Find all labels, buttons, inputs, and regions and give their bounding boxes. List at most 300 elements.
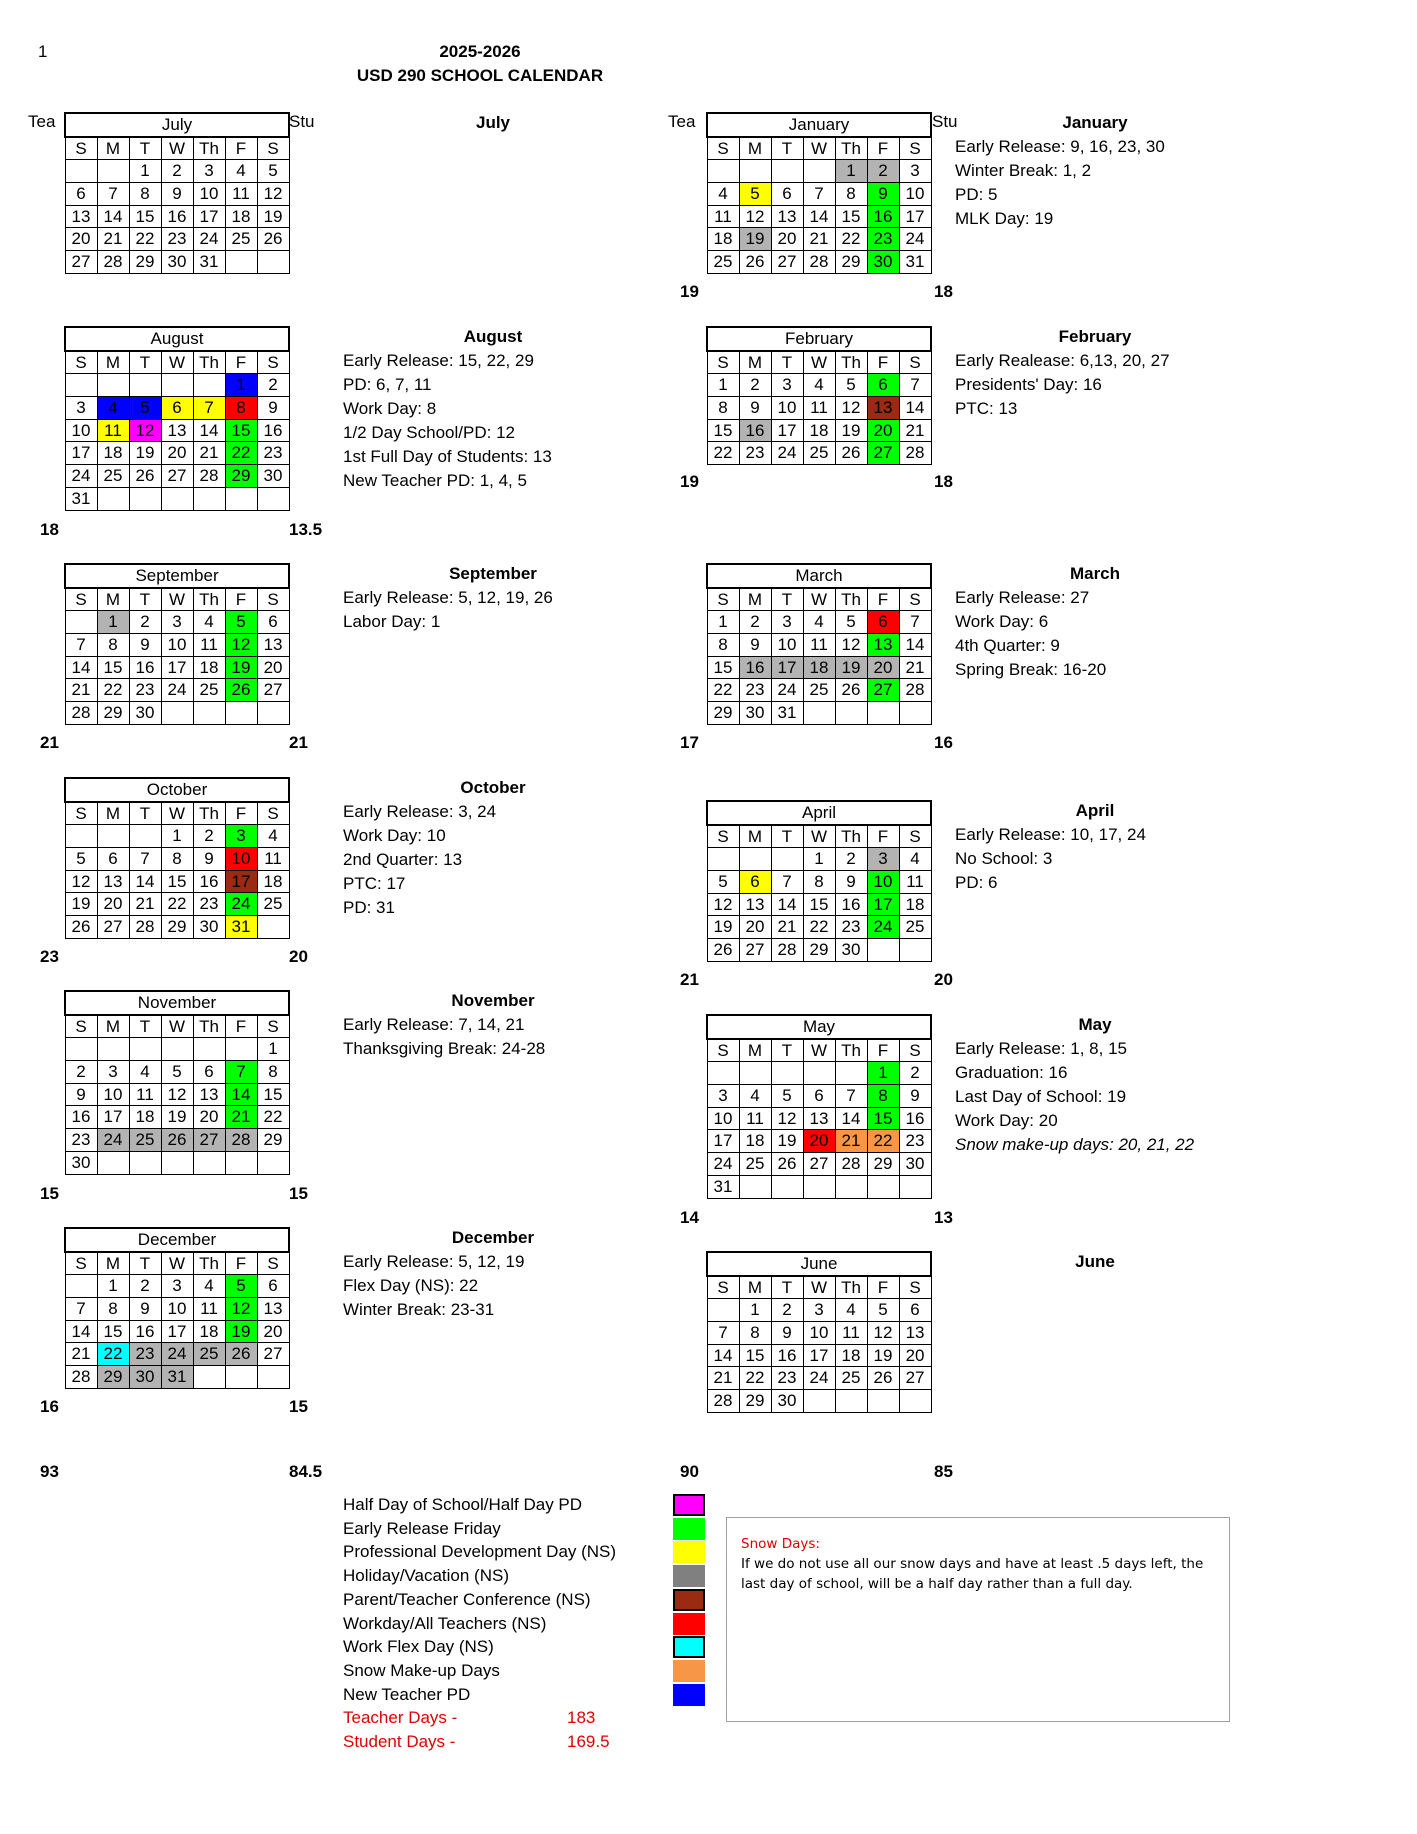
- day-cell: 11: [193, 634, 225, 657]
- day-cell: 29: [97, 702, 129, 725]
- empty-day-cell: [225, 1038, 257, 1061]
- day-cell: 10: [867, 871, 899, 894]
- day-cell: 16: [739, 419, 771, 442]
- day-cell: 17: [803, 1344, 835, 1367]
- day-cell: 3: [161, 611, 193, 634]
- day-cell: 16: [835, 893, 867, 916]
- day-cell: 5: [129, 397, 161, 420]
- empty-day-cell: [739, 1175, 771, 1198]
- note-line: Last Day of School: 19: [955, 1087, 1127, 1106]
- page-number: 1: [38, 42, 48, 61]
- day-cell: 10: [771, 397, 803, 420]
- day-cell: 1: [707, 374, 739, 397]
- legend-swatch: [673, 1494, 705, 1516]
- month-name: February: [707, 327, 931, 351]
- weekday-header: Th: [193, 802, 225, 825]
- empty-day-cell: [193, 1151, 225, 1174]
- empty-day-cell: [257, 916, 289, 939]
- legend-label: Parent/Teacher Conference (NS): [343, 1589, 591, 1609]
- weekday-header: M: [739, 588, 771, 611]
- day-cell: 17: [899, 205, 931, 228]
- day-cell: 9: [193, 848, 225, 871]
- note-line: 1st Full Day of Students: 13: [343, 447, 552, 466]
- day-cell: 31: [899, 251, 931, 274]
- day-cell: 28: [899, 679, 931, 702]
- day-cell: 8: [257, 1061, 289, 1084]
- day-cell: 23: [193, 893, 225, 916]
- legend-label: Workday/All Teachers (NS): [343, 1613, 547, 1633]
- weekday-header: M: [97, 351, 129, 374]
- calendar-september: [64, 563, 290, 725]
- day-cell: 13: [803, 1107, 835, 1130]
- day-cell: 25: [739, 1153, 771, 1176]
- note-line: Snow make-up days: 20, 21, 22: [955, 1135, 1195, 1154]
- day-cell: 30: [65, 1151, 97, 1174]
- day-cell: 19: [161, 1106, 193, 1129]
- day-cell: 19: [129, 442, 161, 465]
- weekday-header: F: [225, 351, 257, 374]
- day-cell: 15: [97, 656, 129, 679]
- day-cell: 11: [707, 205, 739, 228]
- day-cell: 13: [97, 870, 129, 893]
- empty-day-cell: [835, 1062, 867, 1085]
- teacher-days-count: 17: [680, 732, 699, 752]
- day-cell: 19: [225, 1320, 257, 1343]
- day-cell: 13: [65, 205, 97, 228]
- day-cell: 10: [65, 419, 97, 442]
- day-cell: 7: [65, 634, 97, 657]
- day-cell: 23: [65, 1129, 97, 1152]
- day-cell: 17: [65, 442, 97, 465]
- day-cell: 17: [771, 419, 803, 442]
- weekday-header: F: [867, 137, 899, 160]
- day-cell: 28: [899, 442, 931, 465]
- weekday-header: Th: [193, 351, 225, 374]
- day-cell: 20: [257, 656, 289, 679]
- note-line: PTC: 13: [955, 399, 1018, 418]
- day-cell: 21: [707, 1367, 739, 1390]
- day-cell: 23: [771, 1367, 803, 1390]
- day-cell: 17: [161, 656, 193, 679]
- day-cell: 12: [65, 870, 97, 893]
- weekday-header: S: [707, 1039, 739, 1062]
- day-cell: 8: [739, 1322, 771, 1345]
- weekday-header: W: [803, 588, 835, 611]
- day-cell: 12: [739, 205, 771, 228]
- day-cell: 13: [899, 1322, 931, 1345]
- empty-day-cell: [739, 848, 771, 871]
- student-days-label: Student Days -: [343, 1732, 456, 1752]
- teacher-column-label-left: Tea: [28, 112, 56, 131]
- day-cell: 15: [867, 1107, 899, 1130]
- day-cell: 27: [161, 465, 193, 488]
- day-cell: 11: [835, 1322, 867, 1345]
- day-cell: 15: [257, 1083, 289, 1106]
- day-cell: 4: [193, 1275, 225, 1298]
- day-cell: 2: [867, 160, 899, 183]
- notes-july: [343, 111, 643, 135]
- day-cell: 2: [193, 825, 225, 848]
- weekday-header: Th: [835, 351, 867, 374]
- weekday-header: F: [867, 1039, 899, 1062]
- day-cell: 14: [129, 870, 161, 893]
- weekday-header: F: [867, 1276, 899, 1299]
- legend-label: Early Release Friday: [343, 1518, 501, 1538]
- day-cell: 31: [771, 702, 803, 725]
- calendar-october: [64, 777, 290, 939]
- day-cell: 2: [257, 374, 289, 397]
- notes-april: [955, 799, 1235, 895]
- weekday-header: F: [225, 137, 257, 160]
- calendar-april: [706, 800, 932, 962]
- day-cell: 5: [771, 1085, 803, 1108]
- weekday-header: T: [771, 1039, 803, 1062]
- empty-day-cell: [257, 702, 289, 725]
- legend-label: New Teacher PD: [343, 1684, 471, 1704]
- day-cell: 21: [65, 1343, 97, 1366]
- weekday-header: S: [257, 351, 289, 374]
- empty-day-cell: [129, 374, 161, 397]
- weekday-header: M: [97, 1252, 129, 1275]
- empty-day-cell: [97, 487, 129, 510]
- legend-swatch: [673, 1518, 705, 1540]
- day-cell: 1: [835, 160, 867, 183]
- weekday-header: M: [739, 351, 771, 374]
- day-cell: 6: [97, 848, 129, 871]
- day-cell: 13: [867, 397, 899, 420]
- day-cell: 18: [707, 228, 739, 251]
- day-cell: 22: [97, 679, 129, 702]
- note-line: Early Release: 5, 12, 19: [343, 1252, 525, 1271]
- day-cell: 26: [65, 916, 97, 939]
- day-cell: 7: [899, 374, 931, 397]
- empty-day-cell: [257, 487, 289, 510]
- note-line: MLK Day: 19: [955, 209, 1054, 228]
- note-line: PD: 6, 7, 11: [343, 375, 432, 394]
- day-cell: 12: [129, 419, 161, 442]
- empty-day-cell: [65, 160, 97, 183]
- empty-day-cell: [707, 848, 739, 871]
- day-cell: 6: [899, 1299, 931, 1322]
- day-cell: 10: [193, 183, 225, 206]
- day-cell: 18: [225, 205, 257, 228]
- day-cell: 28: [65, 1366, 97, 1389]
- day-cell: 22: [225, 442, 257, 465]
- day-cell: 15: [225, 419, 257, 442]
- day-cell: 27: [257, 679, 289, 702]
- day-cell: 28: [803, 251, 835, 274]
- weekday-header: S: [707, 137, 739, 160]
- legend-label: Holiday/Vacation (NS): [343, 1566, 509, 1586]
- day-cell: 26: [835, 442, 867, 465]
- day-cell: 20: [867, 656, 899, 679]
- note-line: Work Day: 8: [343, 399, 437, 418]
- day-cell: 4: [193, 611, 225, 634]
- day-cell: 12: [771, 1107, 803, 1130]
- weekday-header: M: [97, 1015, 129, 1038]
- calendar-july: [64, 112, 290, 274]
- day-cell: 9: [65, 1083, 97, 1106]
- day-cell: 21: [65, 679, 97, 702]
- day-cell: 21: [225, 1106, 257, 1129]
- day-cell: 21: [97, 228, 129, 251]
- day-cell: 12: [225, 1298, 257, 1321]
- teacher-days-count: 16: [40, 1396, 59, 1416]
- notes-august: [343, 325, 643, 493]
- day-cell: 26: [707, 939, 739, 962]
- month-name: March: [707, 564, 931, 588]
- note-line: Early Release: 15, 22, 29: [343, 351, 534, 370]
- day-cell: 9: [161, 183, 193, 206]
- day-cell: 3: [707, 1085, 739, 1108]
- month-name: September: [65, 564, 289, 588]
- empty-day-cell: [867, 702, 899, 725]
- note-line: 2nd Quarter: 13: [343, 850, 463, 869]
- day-cell: 25: [707, 251, 739, 274]
- weekday-header: M: [739, 1039, 771, 1062]
- teacher-days-count: 19: [680, 281, 699, 301]
- day-cell: 14: [225, 1083, 257, 1106]
- empty-day-cell: [225, 487, 257, 510]
- notes-heading: February: [1058, 327, 1132, 346]
- day-cell: 28: [707, 1390, 739, 1413]
- calendar-march: [706, 563, 932, 725]
- day-cell: 26: [225, 679, 257, 702]
- day-cell: 25: [193, 679, 225, 702]
- notes-may: [955, 1013, 1235, 1157]
- day-cell: 10: [161, 634, 193, 657]
- day-cell: 23: [835, 916, 867, 939]
- day-cell: 3: [225, 825, 257, 848]
- weekday-header: T: [771, 588, 803, 611]
- day-cell: 2: [739, 611, 771, 634]
- note-line: 1/2 Day School/PD: 12: [343, 423, 515, 442]
- note-line: New Teacher PD: 1, 4, 5: [343, 471, 527, 490]
- student-column-label-right: Stu: [932, 112, 958, 131]
- day-cell: 25: [803, 679, 835, 702]
- day-cell: 22: [867, 1130, 899, 1153]
- day-cell: 23: [129, 679, 161, 702]
- day-cell: 5: [867, 1299, 899, 1322]
- day-cell: 27: [739, 939, 771, 962]
- weekday-header: T: [129, 802, 161, 825]
- day-cell: 18: [129, 1106, 161, 1129]
- teacher-days-count: 21: [680, 969, 699, 989]
- empty-day-cell: [803, 160, 835, 183]
- note-line: Winter Break: 1, 2: [955, 161, 1092, 180]
- day-cell: 22: [257, 1106, 289, 1129]
- day-cell: 23: [257, 442, 289, 465]
- day-cell: 7: [97, 183, 129, 206]
- weekday-header: S: [899, 1276, 931, 1299]
- day-cell: 16: [867, 205, 899, 228]
- day-cell: 29: [867, 1153, 899, 1176]
- day-cell: 5: [707, 871, 739, 894]
- empty-day-cell: [899, 702, 931, 725]
- day-cell: 16: [65, 1106, 97, 1129]
- day-cell: 10: [707, 1107, 739, 1130]
- day-cell: 4: [129, 1061, 161, 1084]
- note-line: Early Release: 27: [955, 588, 1090, 607]
- day-cell: 3: [97, 1061, 129, 1084]
- note-line: Early Release: 1, 8, 15: [955, 1039, 1127, 1058]
- day-cell: 1: [707, 611, 739, 634]
- teacher-days-count: 19: [680, 472, 699, 492]
- day-cell: 19: [835, 419, 867, 442]
- legend-label: Work Flex Day (NS): [343, 1637, 494, 1657]
- day-cell: 6: [161, 397, 193, 420]
- day-cell: 24: [707, 1153, 739, 1176]
- day-cell: 14: [707, 1344, 739, 1367]
- day-cell: 30: [835, 939, 867, 962]
- day-cell: 17: [707, 1130, 739, 1153]
- day-cell: 22: [97, 1343, 129, 1366]
- day-cell: 5: [225, 611, 257, 634]
- day-cell: 22: [835, 228, 867, 251]
- day-cell: 7: [771, 871, 803, 894]
- day-cell: 7: [707, 1322, 739, 1345]
- day-cell: 11: [129, 1083, 161, 1106]
- empty-day-cell: [707, 160, 739, 183]
- day-cell: 29: [707, 702, 739, 725]
- calendar-may: [706, 1014, 932, 1199]
- day-cell: 12: [835, 397, 867, 420]
- right-student-total: 85: [934, 1462, 953, 1481]
- day-cell: 29: [257, 1129, 289, 1152]
- weekday-header: W: [803, 351, 835, 374]
- day-cell: 21: [899, 419, 931, 442]
- note-line: Early Release: 10, 17, 24: [955, 825, 1146, 844]
- day-cell: 21: [899, 656, 931, 679]
- day-cell: 19: [225, 656, 257, 679]
- day-cell: 16: [739, 656, 771, 679]
- month-name: January: [707, 113, 931, 137]
- day-cell: 30: [193, 916, 225, 939]
- weekday-header: S: [257, 802, 289, 825]
- day-cell: 22: [739, 1367, 771, 1390]
- note-line: Presidents' Day: 16: [955, 375, 1102, 394]
- day-cell: 12: [707, 893, 739, 916]
- notes-heading: July: [475, 113, 511, 132]
- day-cell: 29: [803, 939, 835, 962]
- day-cell: 5: [835, 374, 867, 397]
- day-cell: 12: [161, 1083, 193, 1106]
- day-cell: 20: [65, 228, 97, 251]
- empty-day-cell: [97, 825, 129, 848]
- day-cell: 20: [97, 893, 129, 916]
- day-cell: 12: [225, 634, 257, 657]
- empty-day-cell: [193, 702, 225, 725]
- day-cell: 5: [257, 160, 289, 183]
- notes-heading: May: [1078, 1015, 1112, 1034]
- weekday-header: T: [129, 351, 161, 374]
- day-cell: 24: [771, 442, 803, 465]
- weekday-header: M: [97, 137, 129, 160]
- legend-label: Professional Development Day (NS): [343, 1542, 617, 1562]
- day-cell: 28: [193, 465, 225, 488]
- weekday-header: F: [225, 588, 257, 611]
- day-cell: 24: [193, 228, 225, 251]
- day-cell: 21: [193, 442, 225, 465]
- note-line: Work Day: 6: [955, 612, 1049, 631]
- day-cell: 12: [867, 1322, 899, 1345]
- day-cell: 11: [97, 419, 129, 442]
- student-days-count: 20: [934, 969, 953, 989]
- day-cell: 20: [193, 1106, 225, 1129]
- day-cell: 29: [739, 1390, 771, 1413]
- day-cell: 7: [899, 611, 931, 634]
- empty-day-cell: [771, 1062, 803, 1085]
- weekday-header: S: [65, 1252, 97, 1275]
- day-cell: 29: [835, 251, 867, 274]
- day-cell: 4: [97, 397, 129, 420]
- day-cell: 24: [161, 679, 193, 702]
- empty-day-cell: [867, 939, 899, 962]
- teacher-days-count: 21: [40, 732, 59, 752]
- day-cell: 25: [225, 228, 257, 251]
- day-cell: 1: [257, 1038, 289, 1061]
- day-cell: 23: [739, 442, 771, 465]
- student-days-count: 13.5: [289, 519, 323, 539]
- empty-day-cell: [161, 702, 193, 725]
- empty-day-cell: [129, 825, 161, 848]
- empty-day-cell: [97, 1151, 129, 1174]
- day-cell: 24: [97, 1129, 129, 1152]
- day-cell: 11: [803, 397, 835, 420]
- day-cell: 24: [771, 679, 803, 702]
- weekday-header: S: [257, 1252, 289, 1275]
- weekday-header: W: [803, 137, 835, 160]
- weekday-header: W: [161, 588, 193, 611]
- day-cell: 2: [835, 848, 867, 871]
- weekday-header: S: [707, 351, 739, 374]
- empty-day-cell: [707, 1062, 739, 1085]
- day-cell: 1: [739, 1299, 771, 1322]
- day-cell: 25: [129, 1129, 161, 1152]
- day-cell: 17: [161, 1320, 193, 1343]
- day-cell: 25: [835, 1367, 867, 1390]
- day-cell: 9: [257, 397, 289, 420]
- day-cell: 18: [803, 656, 835, 679]
- weekday-header: M: [739, 137, 771, 160]
- day-cell: 15: [161, 870, 193, 893]
- day-cell: 30: [257, 465, 289, 488]
- empty-day-cell: [803, 1175, 835, 1198]
- day-cell: 22: [707, 679, 739, 702]
- empty-day-cell: [65, 825, 97, 848]
- day-cell: 27: [867, 442, 899, 465]
- empty-day-cell: [835, 1175, 867, 1198]
- day-cell: 1: [225, 374, 257, 397]
- day-cell: 26: [225, 1343, 257, 1366]
- day-cell: 6: [771, 183, 803, 206]
- empty-day-cell: [129, 1038, 161, 1061]
- day-cell: 16: [193, 870, 225, 893]
- day-cell: 6: [739, 871, 771, 894]
- day-cell: 10: [771, 634, 803, 657]
- note-line: PD: 5: [955, 185, 998, 204]
- day-cell: 3: [771, 374, 803, 397]
- day-cell: 26: [771, 1153, 803, 1176]
- day-cell: 19: [65, 893, 97, 916]
- notes-november: [343, 989, 643, 1061]
- empty-day-cell: [129, 487, 161, 510]
- weekday-header: S: [65, 802, 97, 825]
- weekday-header: T: [771, 351, 803, 374]
- note-line: No School: 3: [955, 849, 1053, 868]
- month-name: June: [707, 1252, 931, 1276]
- day-cell: 18: [193, 656, 225, 679]
